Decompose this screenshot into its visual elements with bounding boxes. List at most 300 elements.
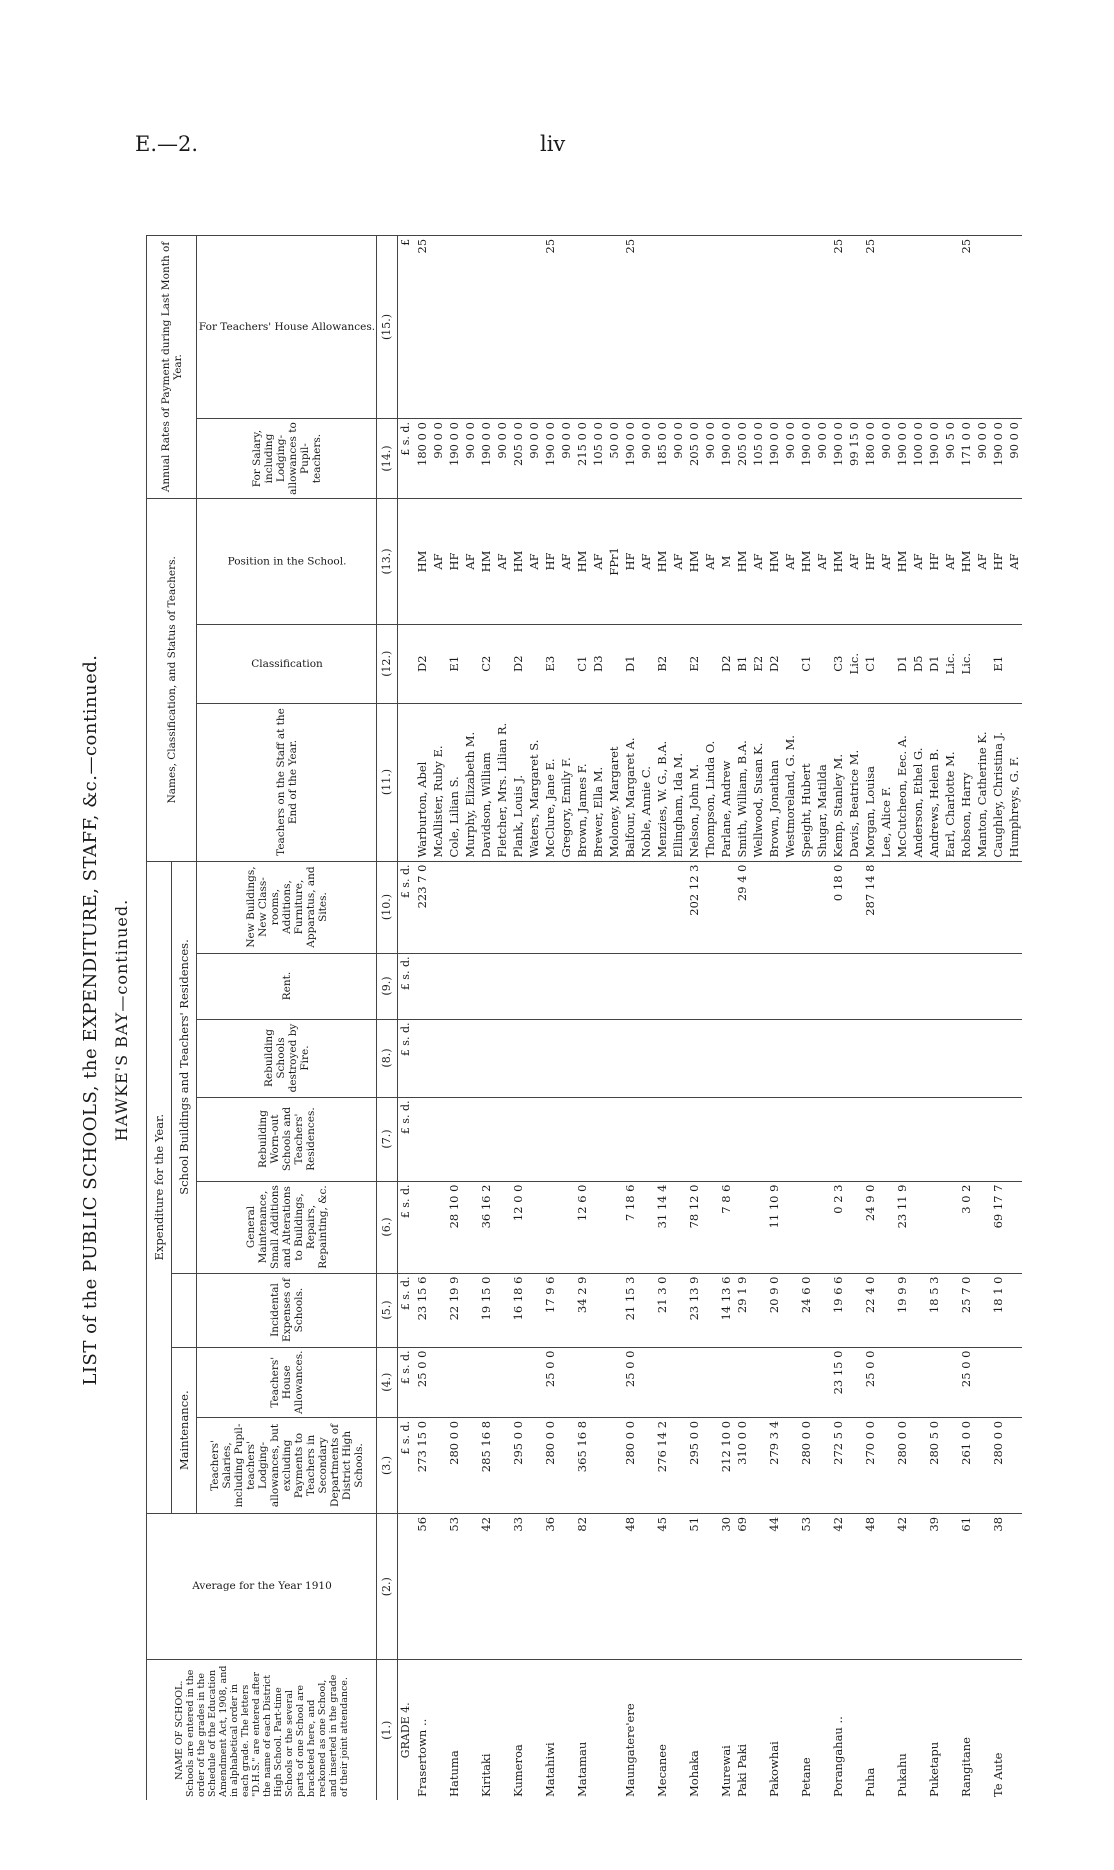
colnum-3: (3.) (377, 1417, 398, 1513)
cell-rent (606, 953, 622, 1019)
cell-rent (494, 953, 510, 1019)
cell-salaries: 280 0 0 (542, 1417, 558, 1513)
cell-rebuild-worn (670, 1097, 686, 1181)
cell-incidental: 21 15 3 (622, 1273, 638, 1347)
cell-pos: AF (942, 499, 958, 625)
cell-teacher: Brown, James F. (574, 703, 590, 861)
cell-rate: 215 0 0 (574, 419, 590, 499)
cell-avg: 36 (542, 1513, 558, 1660)
cell-pos: HF (862, 499, 878, 625)
cell-rate: 190 0 0 (766, 419, 782, 499)
cell-rebuild-worn (814, 1097, 830, 1181)
cell-cls (878, 624, 894, 703)
cell-house-rate (494, 235, 510, 418)
cell-house (702, 1347, 718, 1417)
cell-school: Te Aute (990, 1660, 1006, 1800)
cell-school (670, 1660, 686, 1800)
cell-rebuild-worn (798, 1097, 814, 1181)
cell-teacher: Davis, Beatrice M. (846, 703, 862, 861)
cell-rebuild-fire (926, 1019, 942, 1097)
cell-rebuild-fire (846, 1019, 862, 1097)
cell-house (494, 1347, 510, 1417)
colnum-6: (6.) (377, 1181, 398, 1273)
cell-new-build: 29 4 0 (734, 861, 750, 953)
cell-avg (558, 1513, 574, 1660)
cell-teacher: Plank, Louis J. (510, 703, 526, 861)
cell-rebuild-worn (1006, 1097, 1022, 1181)
cell-avg: 69 (734, 1513, 750, 1660)
table-row (622, 235, 638, 1800)
cell-house-rate (878, 235, 894, 418)
table-row (894, 235, 910, 1800)
cell-rent (702, 953, 718, 1019)
cell-rebuild-worn (782, 1097, 798, 1181)
cell-incidental: 23 15 6 (414, 1273, 430, 1347)
cell-new-build (510, 861, 526, 953)
col7-header: Rebuilding Worn-out Schools and Teachers' Residences. (197, 1097, 377, 1181)
cell-school (702, 1660, 718, 1800)
cell-house (974, 1347, 990, 1417)
colnum-4: (4.) (377, 1347, 398, 1417)
cell-general (926, 1181, 942, 1273)
cell-rent (462, 953, 478, 1019)
cell-house-rate (510, 235, 526, 418)
cell-house-rate: 25 (862, 235, 878, 418)
cell-rate: 90 0 0 (702, 419, 718, 499)
table-row (654, 235, 670, 1800)
cell-house (526, 1347, 542, 1417)
pound-col15: £ (398, 235, 415, 418)
cell-house (606, 1347, 622, 1417)
cell-school (638, 1660, 654, 1800)
cell-avg (846, 1513, 862, 1660)
cell-new-build (974, 861, 990, 953)
lsd-col4: £ s. d. (398, 1347, 415, 1417)
cell-school: Matamau (574, 1660, 590, 1800)
colnum-13: (13.) (377, 499, 398, 625)
table-row (942, 235, 958, 1800)
cell-teacher: Thompson, Linda O. (702, 703, 718, 861)
cell-cls: E2 (686, 624, 702, 703)
cell-incidental (606, 1273, 622, 1347)
cell-new-build: 202 12 3 (686, 861, 702, 953)
cell-cls (494, 624, 510, 703)
cell-rent (798, 953, 814, 1019)
cell-rebuild-fire (766, 1019, 782, 1097)
cell-avg: 42 (830, 1513, 846, 1660)
cell-rent (414, 953, 430, 1019)
cell-rent (622, 953, 638, 1019)
cell-rebuild-worn (686, 1097, 702, 1181)
cell-school: Petane (798, 1660, 814, 1800)
table-title: LIST of the PUBLIC SCHOOLS, the EXPENDITURE, STAFF, &c.—continued. (80, 654, 101, 1386)
cell-rebuild-worn (638, 1097, 654, 1181)
colnum-14: (14.) (377, 419, 398, 499)
cell-rate: 90 0 0 (430, 419, 446, 499)
cell-rebuild-fire (670, 1019, 686, 1097)
colnum-11: (11.) (377, 703, 398, 861)
table-row (414, 235, 430, 1800)
cell-general: 36 16 2 (478, 1181, 494, 1273)
cell-house-rate (926, 235, 942, 418)
cell-rebuild-fire (878, 1019, 894, 1097)
cell-school: Puha (862, 1660, 878, 1800)
cell-new-build (990, 861, 1006, 953)
table-row (590, 235, 606, 1800)
cell-teacher: Earl, Charlotte M. (942, 703, 958, 861)
cell-incidental (910, 1273, 926, 1347)
cell-school (974, 1660, 990, 1800)
cell-incidental: 22 19 9 (446, 1273, 462, 1347)
cell-rebuild-worn (446, 1097, 462, 1181)
cell-house (430, 1347, 446, 1417)
cell-school: Mecanee (654, 1660, 670, 1800)
cell-rent (846, 953, 862, 1019)
cell-rate: 171 0 0 (958, 419, 974, 499)
cell-salaries (878, 1417, 894, 1513)
cell-rent (862, 953, 878, 1019)
cell-salaries: 280 0 0 (446, 1417, 462, 1513)
table-row (510, 235, 526, 1800)
cell-teacher: Shugar, Matilda (814, 703, 830, 861)
table-row (766, 235, 782, 1800)
cell-incidental: 25 7 0 (958, 1273, 974, 1347)
cell-new-build (846, 861, 862, 953)
colnum-8: (8.) (377, 1019, 398, 1097)
cell-avg (494, 1513, 510, 1660)
cell-new-build (494, 861, 510, 953)
cell-school (942, 1660, 958, 1800)
table-body (398, 235, 1023, 1800)
cell-general: 28 10 0 (446, 1181, 462, 1273)
cell-rebuild-worn (910, 1097, 926, 1181)
cell-rent (510, 953, 526, 1019)
cell-rate: 90 0 0 (878, 419, 894, 499)
cell-school (1006, 1660, 1022, 1800)
cell-school: Porangahau .. (830, 1660, 846, 1800)
cell-pos: HM (958, 499, 974, 625)
cell-incidental (942, 1273, 958, 1347)
cell-avg: 42 (478, 1513, 494, 1660)
cell-cls (702, 624, 718, 703)
cell-house-rate (558, 235, 574, 418)
cell-general (414, 1181, 430, 1273)
cell-new-build (718, 861, 734, 953)
cell-incidental (750, 1273, 766, 1347)
cell-rebuild-worn (718, 1097, 734, 1181)
cell-rebuild-fire (1006, 1019, 1022, 1097)
lsd-col8: £ s. d. (398, 1019, 415, 1097)
cell-pos: HF (542, 499, 558, 625)
cell-general (974, 1181, 990, 1273)
cell-pos: HF (622, 499, 638, 625)
cell-rebuild-fire (734, 1019, 750, 1097)
cell-rebuild-fire (526, 1019, 542, 1097)
cell-school (846, 1660, 862, 1800)
cell-new-build (958, 861, 974, 953)
cell-cls: Lic. (958, 624, 974, 703)
cell-incidental: 19 9 9 (894, 1273, 910, 1347)
cell-rent (478, 953, 494, 1019)
cell-rate: 90 0 0 (526, 419, 542, 499)
cell-new-build: 287 14 8 (862, 861, 878, 953)
cell-avg (430, 1513, 446, 1660)
cell-avg: 44 (766, 1513, 782, 1660)
cell-salaries: 270 0 0 (862, 1417, 878, 1513)
cell-incidental (558, 1273, 574, 1347)
cell-house-rate (638, 235, 654, 418)
cell-cls: E1 (446, 624, 462, 703)
cell-school: Rangitane (958, 1660, 974, 1800)
cell-incidental: 22 4 0 (862, 1273, 878, 1347)
cell-teacher: Lee, Alice F. (878, 703, 894, 861)
cell-school: Frasertown .. (414, 1660, 430, 1800)
cell-rate: 90 0 0 (462, 419, 478, 499)
cell-general: 24 9 0 (862, 1181, 878, 1273)
cell-pos: FPr1 (606, 499, 622, 625)
cell-house-rate (846, 235, 862, 418)
table-row (446, 235, 462, 1800)
cell-salaries (846, 1417, 862, 1513)
cell-pos: AF (462, 499, 478, 625)
cell-rebuild-fire (974, 1019, 990, 1097)
cell-salaries: 285 16 8 (478, 1417, 494, 1513)
cell-cls: C1 (798, 624, 814, 703)
cell-avg: 48 (622, 1513, 638, 1660)
cell-pos: HM (734, 499, 750, 625)
cell-school (750, 1660, 766, 1800)
cell-rent (974, 953, 990, 1019)
lsd-col7: £ s. d. (398, 1097, 415, 1181)
cell-teacher: Nelson, John M. (686, 703, 702, 861)
cell-general (462, 1181, 478, 1273)
cell-pos: HM (510, 499, 526, 625)
cell-rent (894, 953, 910, 1019)
cell-avg (878, 1513, 894, 1660)
page-number: liv (540, 132, 566, 156)
cell-general (878, 1181, 894, 1273)
table-row (526, 235, 542, 1800)
cell-salaries: 276 14 2 (654, 1417, 670, 1513)
cell-pos: HM (654, 499, 670, 625)
table-row (638, 235, 654, 1800)
cell-school (606, 1660, 622, 1800)
cell-cls: C1 (574, 624, 590, 703)
cell-teacher: Warburton, Abel (414, 703, 430, 861)
cell-incidental (670, 1273, 686, 1347)
cell-school: Paki Paki (734, 1660, 750, 1800)
expenditure-header: Expenditure for the Year. (147, 861, 172, 1513)
lsd-spacer (398, 1513, 415, 1660)
cell-cls: Lic. (846, 624, 862, 703)
table-row (958, 235, 974, 1800)
cell-salaries: 273 15 0 (414, 1417, 430, 1513)
cell-pos: HF (990, 499, 1006, 625)
cell-house-rate (718, 235, 734, 418)
table-row (798, 235, 814, 1800)
cell-new-build (654, 861, 670, 953)
cell-house-rate (942, 235, 958, 418)
table-row (926, 235, 942, 1800)
cell-new-build (910, 861, 926, 953)
cell-new-build (750, 861, 766, 953)
cell-school (526, 1660, 542, 1800)
cell-cls: D1 (926, 624, 942, 703)
cell-salaries (526, 1417, 542, 1513)
col12-label: Classification (250, 657, 323, 670)
lsd-col6: £ s. d. (398, 1181, 415, 1273)
cell-avg (670, 1513, 686, 1660)
col15-label: For Teachers' House Allowances. (198, 320, 375, 333)
cell-salaries (910, 1417, 926, 1513)
cell-rebuild-fire (478, 1019, 494, 1097)
cell-rate: 90 0 0 (1006, 419, 1022, 499)
table-row (910, 235, 926, 1800)
cell-pos: HF (926, 499, 942, 625)
cell-avg (526, 1513, 542, 1660)
cell-teacher: Robson, Harry (958, 703, 974, 861)
cell-school: Matahiwi (542, 1660, 558, 1800)
cell-general: 7 8 6 (718, 1181, 734, 1273)
cell-avg: 53 (446, 1513, 462, 1660)
cell-pos: AF (526, 499, 542, 625)
cell-new-build (478, 861, 494, 953)
cell-rebuild-worn (654, 1097, 670, 1181)
cell-rebuild-worn (590, 1097, 606, 1181)
cell-rate: 205 0 0 (686, 419, 702, 499)
table-row (782, 235, 798, 1800)
table-row (814, 235, 830, 1800)
cell-general: 23 11 9 (894, 1181, 910, 1273)
cell-general (606, 1181, 622, 1273)
cell-salaries: 295 0 0 (510, 1417, 526, 1513)
cell-school: Mohaka (686, 1660, 702, 1800)
cell-rent (750, 953, 766, 1019)
cell-general: 11 10 9 (766, 1181, 782, 1273)
cell-rent (590, 953, 606, 1019)
cell-salaries (494, 1417, 510, 1513)
cell-general (430, 1181, 446, 1273)
cell-rebuild-fire (654, 1019, 670, 1097)
cell-teacher: McClure, Jane E. (542, 703, 558, 861)
cell-teacher: Caughley, Christina J. (990, 703, 1006, 861)
col8-header: Rebuilding Schools destroyed by Fire. (197, 1019, 377, 1097)
cell-rebuild-worn (830, 1097, 846, 1181)
cell-avg (702, 1513, 718, 1660)
cell-cls (814, 624, 830, 703)
cell-general (846, 1181, 862, 1273)
cell-rent (526, 953, 542, 1019)
maintenance-header: Maintenance. (172, 1347, 197, 1513)
cell-house-rate (766, 235, 782, 418)
cell-house: 25 0 0 (862, 1347, 878, 1417)
cell-teacher: Smith, William, B.A. (734, 703, 750, 861)
cell-general: 7 18 6 (622, 1181, 638, 1273)
cell-rebuild-fire (638, 1019, 654, 1097)
cell-salaries (462, 1417, 478, 1513)
cell-rebuild-worn (846, 1097, 862, 1181)
cell-rate: 180 0 0 (414, 419, 430, 499)
table-row (542, 235, 558, 1800)
cell-avg (590, 1513, 606, 1660)
cell-house (718, 1347, 734, 1417)
cell-rent (990, 953, 1006, 1019)
cell-teacher: Davidson, William (478, 703, 494, 861)
cell-house-rate (574, 235, 590, 418)
cell-house (910, 1347, 926, 1417)
cell-rebuild-fire (606, 1019, 622, 1097)
cell-pos: AF (590, 499, 606, 625)
schools-table (146, 235, 1022, 1800)
cell-salaries: 280 0 0 (622, 1417, 638, 1513)
cell-new-build (558, 861, 574, 953)
cell-pos: AF (782, 499, 798, 625)
cell-house (942, 1347, 958, 1417)
cell-avg (814, 1513, 830, 1660)
cell-house (446, 1347, 462, 1417)
cell-general (910, 1181, 926, 1273)
cell-house-rate (526, 235, 542, 418)
cell-incidental: 19 6 6 (830, 1273, 846, 1347)
cell-rebuild-worn (974, 1097, 990, 1181)
cell-general (814, 1181, 830, 1273)
cell-avg: 39 (926, 1513, 942, 1660)
table-row (686, 235, 702, 1800)
lsd-spacer (398, 703, 415, 861)
cell-rebuild-worn (750, 1097, 766, 1181)
cell-avg: 33 (510, 1513, 526, 1660)
cell-new-build (574, 861, 590, 953)
cell-teacher: Humphreys, G. F. (1006, 703, 1022, 861)
cell-rebuild-worn (894, 1097, 910, 1181)
cell-new-build (926, 861, 942, 953)
cell-teacher: Fletcher, Mrs. Lilian R. (494, 703, 510, 861)
table-row (478, 235, 494, 1800)
blank-group-header (172, 1273, 197, 1347)
cell-rebuild-fire (510, 1019, 526, 1097)
cell-cls: C3 (830, 624, 846, 703)
cell-rent (638, 953, 654, 1019)
cell-house-rate (654, 235, 670, 418)
cell-avg (974, 1513, 990, 1660)
cell-rebuild-fire (894, 1019, 910, 1097)
cell-incidental: 14 13 6 (718, 1273, 734, 1347)
cell-house-rate (990, 235, 1006, 418)
cell-house (990, 1347, 1006, 1417)
cell-pos: AF (558, 499, 574, 625)
cell-house (686, 1347, 702, 1417)
colnum-7: (7.) (377, 1097, 398, 1181)
cell-rate: 105 0 0 (590, 419, 606, 499)
cell-rebuild-fire (446, 1019, 462, 1097)
cell-rate: 190 0 0 (478, 419, 494, 499)
cell-rebuild-fire (910, 1019, 926, 1097)
cell-general: 69 17 7 (990, 1181, 1006, 1273)
cell-rebuild-fire (862, 1019, 878, 1097)
cell-teacher: Murphy, Elizabeth M. (462, 703, 478, 861)
cell-pos: AF (974, 499, 990, 625)
cell-new-build (814, 861, 830, 953)
col6-header: General Maintenance, Small Additions and Alterations to Buildings, Repairs, Repainting, &c. (197, 1181, 377, 1273)
cell-rebuild-fire (558, 1019, 574, 1097)
cell-salaries: 365 16 8 (574, 1417, 590, 1513)
cell-rate: 90 0 0 (782, 419, 798, 499)
cell-new-build (782, 861, 798, 953)
table-row (1006, 235, 1022, 1800)
cell-school (494, 1660, 510, 1800)
cell-new-build (702, 861, 718, 953)
cell-cls: C2 (478, 624, 494, 703)
